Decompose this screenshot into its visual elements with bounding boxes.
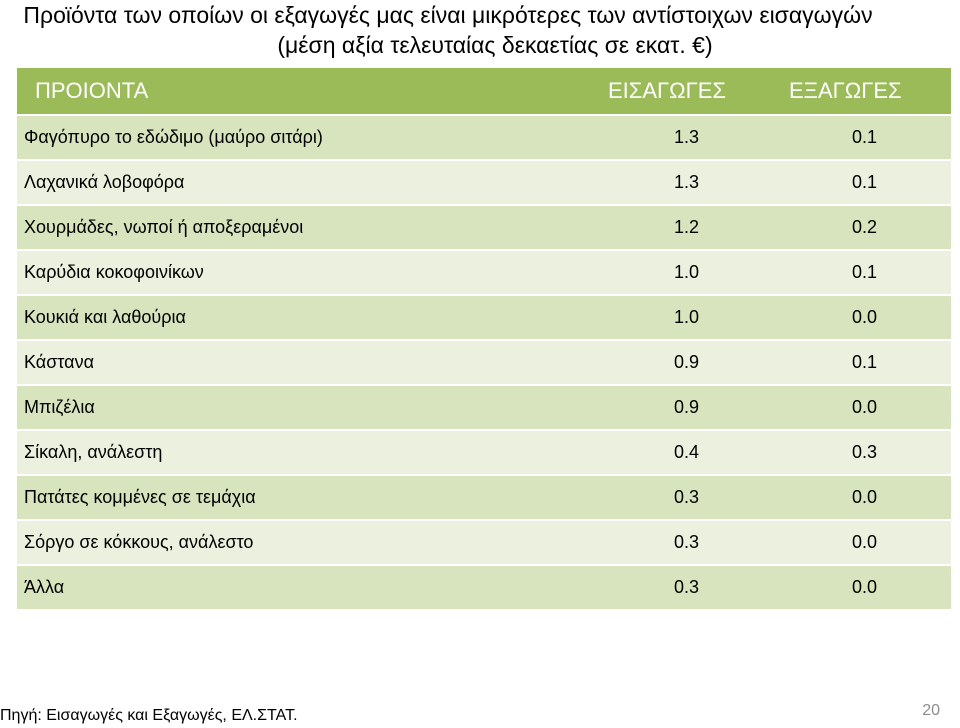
table-row [17, 159, 951, 204]
cell-product: Φαγόπυρο το εδώδιμο (μαύρο σιτάρι) [24, 127, 323, 147]
table-row [17, 519, 951, 564]
products-table [17, 68, 951, 609]
cell-imports: 0.9 [674, 397, 700, 417]
cell-product: Άλλα [24, 577, 65, 597]
cell-product: Πατάτες κομμένες σε τεμάχια [24, 487, 256, 507]
cell-imports: 0.3 [674, 532, 700, 552]
table-body [17, 114, 951, 609]
cell-product: Χουρμάδες, νωποί ή αποξεραμένοι [24, 217, 304, 237]
cell-product: Κουκιά και λαθούρια [24, 307, 186, 327]
header-exports: ΕΞΑΓΩΓΕΣ [789, 78, 902, 103]
cell-imports: 1.3 [674, 127, 700, 147]
header-products: ΠΡΟΙΟΝΤΑ [35, 78, 149, 103]
cell-product: Μπιζέλια [24, 397, 95, 417]
table-row [17, 564, 951, 609]
source-note: Πηγή: Εισαγωγές και Εξαγωγές, ΕΛ.ΣΤΑΤ. [0, 707, 298, 724]
cell-imports: 0.4 [674, 442, 700, 462]
header-imports: ΕΙΣΑΓΩΓΕΣ [608, 78, 727, 103]
slide-title-line1: Προϊόντα των οποίων οι εξαγωγές μας είναι μικρότερες των αντίστοιχων εισαγωγών [23, 2, 873, 28]
cell-exports: 0.3 [852, 442, 878, 462]
cell-imports: 0.3 [674, 487, 700, 507]
cell-exports: 0.0 [852, 307, 878, 327]
page-number: 20 [922, 702, 940, 719]
slide-title [0, 0, 960, 60]
cell-exports: 0.0 [852, 532, 878, 552]
table-row [17, 384, 951, 429]
cell-exports: 0.1 [852, 127, 878, 147]
table-row [17, 294, 951, 339]
cell-exports: 0.0 [852, 577, 878, 597]
cell-imports: 1.2 [674, 217, 700, 237]
table-row [17, 474, 951, 519]
table-row [17, 204, 951, 249]
cell-imports: 0.3 [674, 577, 700, 597]
cell-exports: 0.0 [852, 487, 878, 507]
cell-product: Κάστανα [24, 352, 94, 372]
cell-product: Σόργο σε κόκκους, ανάλεστο [24, 532, 254, 552]
cell-exports: 0.2 [852, 217, 878, 237]
table-row [17, 114, 951, 159]
table-row [17, 249, 951, 294]
cell-product: Λαχανικά λοβοφόρα [24, 172, 185, 192]
cell-exports: 0.1 [852, 172, 878, 192]
table-row [17, 339, 951, 384]
table-header [17, 68, 951, 114]
cell-imports: 0.9 [674, 352, 700, 372]
table-row [17, 429, 951, 474]
cell-imports: 1.0 [674, 262, 700, 282]
slide-title-line2: (μέση αξία τελευταίας δεκαετίας σε εκατ. €) [277, 32, 713, 58]
cell-exports: 0.0 [852, 397, 878, 417]
cell-exports: 0.1 [852, 352, 878, 372]
cell-product: Καρύδια κοκοφοινίκων [24, 262, 204, 282]
cell-imports: 1.0 [674, 307, 700, 327]
cell-product: Σίκαλη, ανάλεστη [24, 442, 163, 462]
cell-imports: 1.3 [674, 172, 700, 192]
cell-exports: 0.1 [852, 262, 878, 282]
